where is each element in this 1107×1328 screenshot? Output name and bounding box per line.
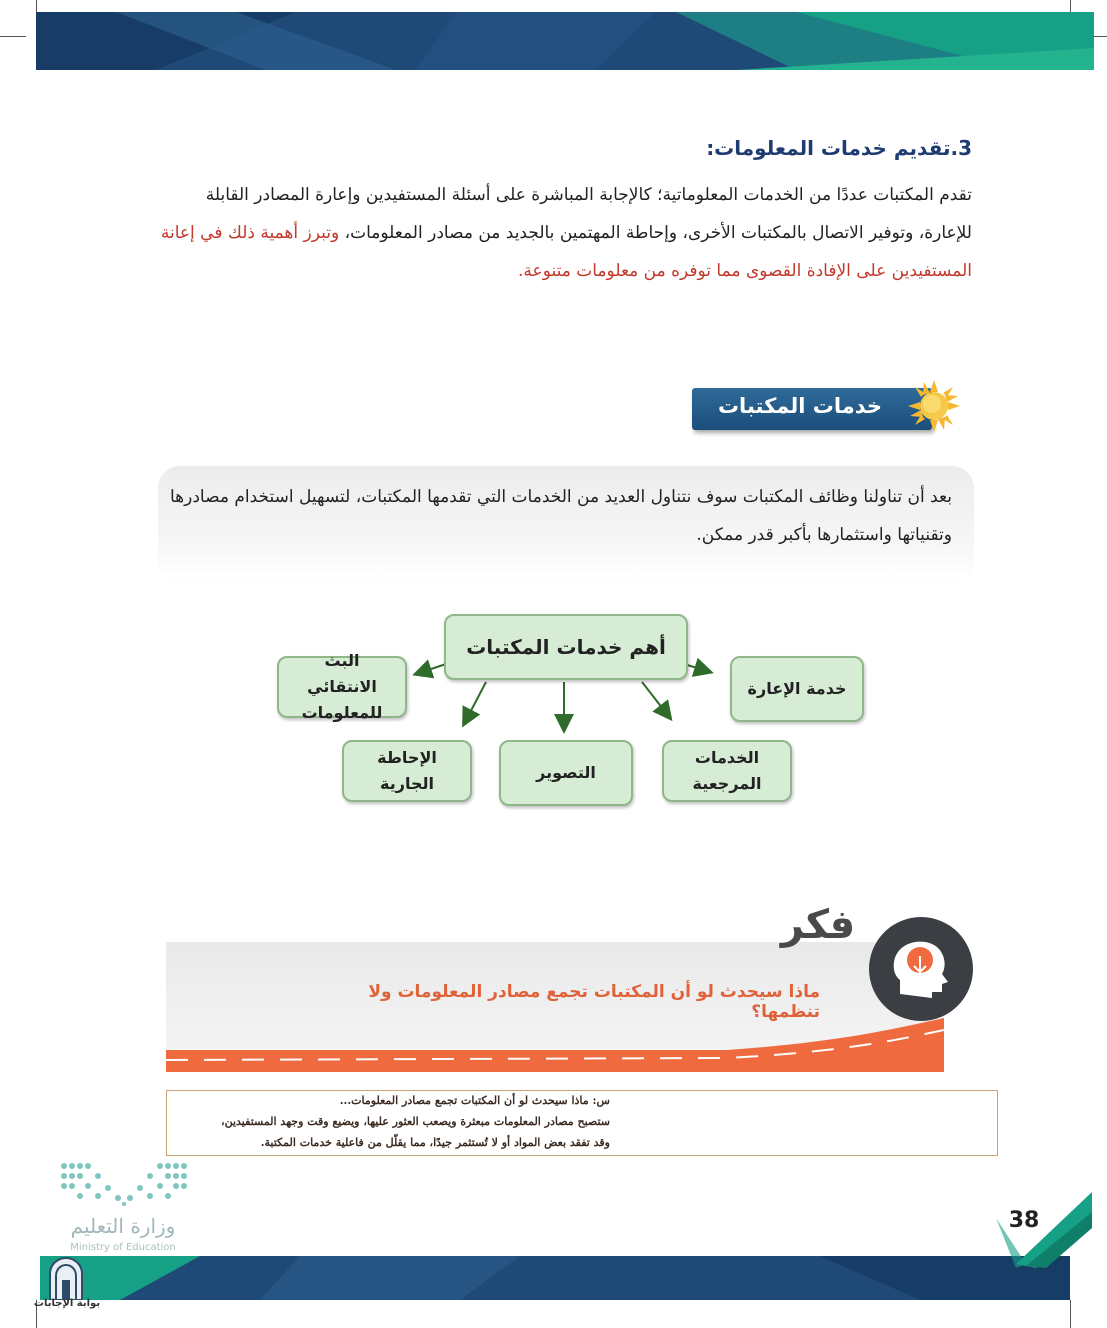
portal-label: بوابة الإجابات	[33, 1298, 101, 1309]
bottom-decorative-band	[0, 1256, 1107, 1308]
ministry-dots-logo	[58, 1160, 190, 1206]
answer-line-1: س: ماذا سيحدث لو أن المكتبات تجمع مصادر المعلومات...	[339, 1094, 610, 1107]
diagram-node-lending: خدمة الإعارة	[730, 656, 864, 722]
think-label: فكر	[780, 902, 856, 948]
answer-text	[160, 1090, 610, 1153]
top-decorative-band	[36, 12, 1094, 70]
intro-text: بعد أن تناولنا وظائف المكتبات سوف نتناول العديد من الخدمات التي تقدمها المكتبات، لتسهيل استخدام مصادرها وتقنياتها واستثمارها بأكبر قدر ممكن.	[169, 487, 952, 545]
diagram-node-sdi: البث الانتقائي للمعلومات	[277, 656, 407, 718]
answer-line-3: وقد تفقد بعض المواد أو لا تُستثمر جيدًا، مما يقلّل من فاعلية خدمات المكتبة.	[260, 1136, 610, 1149]
services-banner-title: خدمات المكتبات	[717, 394, 883, 418]
crop-mark	[0, 36, 26, 37]
think-question: ماذا سيحدث لو أن المكتبات تجمع مصادر المعلومات ولا تنظمها؟	[368, 982, 820, 1022]
section-paragraph	[150, 176, 972, 290]
diagram-center-node: أهم خدمات المكتبات	[444, 614, 688, 680]
sun-icon	[906, 378, 962, 434]
head-brain-icon	[868, 916, 974, 1022]
ministry-name-ar: وزارة التعليم	[70, 1214, 176, 1238]
answer-line-2: ستصبح مصادر المعلومات مبعثرة ويصعب العثور عليها، ويضيع وقت وجهد المستفيدين،	[221, 1115, 610, 1128]
portal-arch-icon	[46, 1256, 86, 1300]
ministry-name-en: Ministry of Education	[70, 1242, 176, 1253]
diagram-node-current-awareness: الإحاطة الجارية	[342, 740, 472, 802]
page-number: 38	[1008, 1208, 1040, 1233]
diagram-node-photocopy: التصوير	[499, 740, 633, 806]
diagram-node-reference: الخدمات المرجعية	[662, 740, 792, 802]
paragraph-text: تقدم المكتبات عددًا من الخدمات المعلوماتية؛ كالإجابة المباشرة على أسئلة المستفيدين وإعارة المصادر القابلة للإعارة، وتوفير الاتصال بالمكتبات الأخرى، وإحاطة المهتمين بالجديد من مصادر المعلومات،	[205, 185, 972, 243]
paragraph-highlight: وتبرز أهمية ذلك في إعانة المستفيدين على الإفادة القصوى مما توفره من معلومات متنوعة.	[160, 223, 972, 281]
section-heading: 3.تقديم خدمات المعلومات:	[706, 136, 972, 160]
